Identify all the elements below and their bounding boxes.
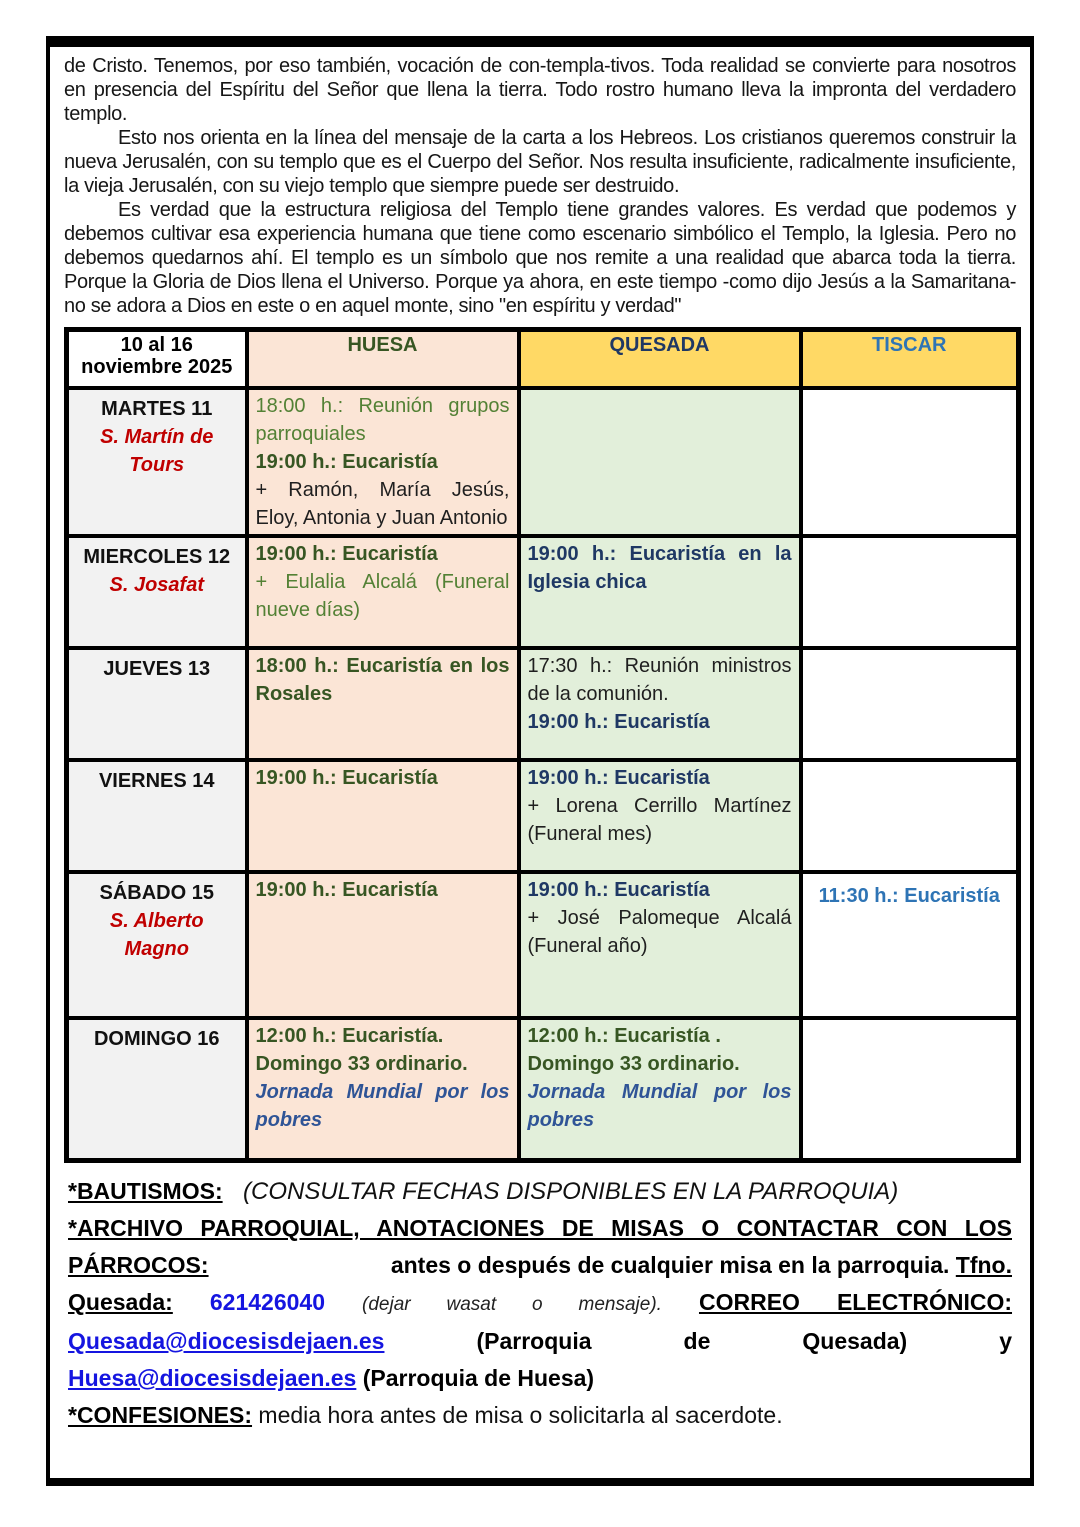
quesada-cell <box>519 536 801 648</box>
quesada-cell <box>519 388 801 536</box>
quesada-cell <box>519 1018 801 1161</box>
day-label: JUEVES 13 <box>103 657 211 680</box>
table-row <box>67 648 1019 760</box>
day-label: MIERCOLES 12 <box>83 545 231 568</box>
quesada-cell <box>519 648 801 760</box>
table-row <box>67 872 1019 1018</box>
date-cell-jueves <box>67 648 247 760</box>
schedule-entry: 19:00 h.: Eucaristía <box>527 878 710 901</box>
huesa-cell <box>247 388 519 536</box>
parrocos-text: antes o después de cualquier misa en la parroquia. <box>390 1252 950 1278</box>
email-link-huesa[interactable]: Huesa@diocesisdejaen.es <box>68 1365 357 1391</box>
intro-paragraph-2: Esto nos orienta en la línea del mensaje de la carta a los Hebreos. Los cristianos queremos construir la nueva Jerusalén, con su templo que es el Cuerpo del Señor. Nos resulta insuficiente, radicalmente insuficiente, la vieja Jerusalén, con su viejo templo que siempre puede ser destruido. <box>64 127 1016 197</box>
phone-number: 621426040 <box>209 1289 325 1315</box>
day-label: MARTES 11 <box>101 397 213 420</box>
schedule-entry: Jornada Mundial por los pobres <box>255 1080 510 1131</box>
intro-paragraph-1: de Cristo. Tenemos, por eso también, vocación de con-templa-tivos. Toda realidad se convierte para nosotros en presencia del Espíritu del Señor que llena la tierra. Todo rostro humano lleva la impronta del verdadero templo. <box>64 55 1016 125</box>
schedule-entry: 17:30 h.: Reunión ministros de la comunión. <box>527 654 792 705</box>
schedule-entry: 19:00 h.: Eucaristía <box>255 450 438 473</box>
schedule-entry: 19:00 h.: Eucaristía en la Iglesia chica <box>527 542 792 593</box>
page-border-frame <box>46 36 1034 1486</box>
huesa-cell <box>247 760 519 872</box>
header-huesa: HUESA <box>247 330 519 388</box>
tiscar-cell <box>801 648 1019 760</box>
tiscar-cell <box>801 872 1019 1018</box>
weekly-schedule-table <box>64 327 1021 1163</box>
huesa-cell <box>247 1018 519 1161</box>
schedule-entry: Domingo 33 ordinario. <box>527 1052 740 1075</box>
bautismos-label: *BAUTISMOS: <box>68 1178 223 1204</box>
table-row <box>67 760 1019 872</box>
phone-note: (dejar wasat o mensaje). <box>362 1294 662 1315</box>
schedule-entry: Domingo 33 ordinario. <box>255 1052 468 1075</box>
tfno-label: Tfno. <box>955 1252 1012 1278</box>
table-row <box>67 536 1019 648</box>
day-label: VIERNES 14 <box>98 769 215 792</box>
note-confesiones <box>68 1397 1012 1434</box>
parrocos-text-wrap <box>391 1247 1012 1284</box>
email-huesa-note: (Parroquia de Huesa) <box>362 1365 595 1391</box>
date-cell-viernes <box>67 760 247 872</box>
header-tiscar: TISCAR <box>801 330 1019 388</box>
table-row <box>67 1018 1019 1161</box>
email-quesada-note: (Parroquia de Quesada) y <box>476 1328 1012 1354</box>
note-telefono <box>68 1284 1012 1323</box>
schedule-entry: 18:00 h.: Reunión grupos parroquiales <box>255 394 510 445</box>
saint-label: S. Josafat <box>109 573 204 596</box>
tiscar-cell <box>801 536 1019 648</box>
schedule-entry: 19:00 h.: Eucaristía <box>527 710 710 733</box>
quesada-label: Quesada: <box>68 1289 173 1315</box>
huesa-cell <box>247 872 519 1018</box>
date-cell-domingo <box>67 1018 247 1161</box>
header-quesada: QUESADA <box>519 330 801 388</box>
schedule-entry: 12:00 h.: Eucaristía. <box>255 1024 444 1047</box>
email-link-quesada[interactable]: Quesada@diocesisdejaen.es <box>68 1328 385 1354</box>
tiscar-cell <box>801 388 1019 536</box>
intro-text-block <box>64 54 1016 318</box>
schedule-entry: + Lorena Cerrillo Martínez (Funeral mes) <box>527 794 792 845</box>
schedule-entry: + José Palomeque Alcalá (Funeral año) <box>527 906 792 957</box>
table-header-row <box>67 330 1019 388</box>
note-archivo-line: *ARCHIVO PARROQUIAL, ANOTACIONES DE MISAS O CONTACTAR CON LOS <box>68 1215 1012 1241</box>
day-label: SÁBADO 15 <box>99 881 214 904</box>
schedule-entry: 19:00 h.: Eucaristía <box>255 542 438 565</box>
note-parrocos <box>68 1247 1012 1284</box>
correo-label: CORREO ELECTRÓNICO: <box>698 1289 1013 1315</box>
date-cell-sabado <box>67 872 247 1018</box>
header-date-range: 10 al 16 noviembre 2025 <box>67 330 247 388</box>
quesada-cell <box>519 872 801 1018</box>
note-email-huesa <box>68 1360 1012 1397</box>
notes-section <box>64 1173 1016 1434</box>
tiscar-cell <box>801 1018 1019 1161</box>
schedule-entry: 12:00 h.: Eucaristía . <box>527 1024 721 1047</box>
tiscar-cell <box>801 760 1019 872</box>
day-label: DOMINGO 16 <box>93 1027 220 1050</box>
huesa-cell <box>247 536 519 648</box>
note-bautismos <box>68 1173 1012 1210</box>
schedule-entry: Jornada Mundial por los pobres <box>527 1080 792 1131</box>
note-email-quesada <box>68 1323 1012 1360</box>
schedule-entry: 18:00 h.: Eucaristía en los Rosales <box>255 654 510 705</box>
schedule-entry: 11:30 h.: Eucaristía <box>818 884 1000 907</box>
quesada-cell <box>519 760 801 872</box>
confesiones-text: media hora antes de misa o solicitarla al sacerdote. <box>258 1402 783 1428</box>
schedule-entry: 19:00 h.: Eucaristía <box>255 766 438 789</box>
schedule-entry: 19:00 h.: Eucaristía <box>527 766 710 789</box>
table-row <box>67 388 1019 536</box>
saint-label: S. Martín de Tours <box>100 425 214 476</box>
saint-label: S. Alberto Magno <box>109 909 204 960</box>
huesa-cell <box>247 648 519 760</box>
schedule-entry: + Ramón, María Jesús, Eloy, Antonia y Juan Antonio <box>255 478 510 529</box>
bautismos-text: (CONSULTAR FECHAS DISPONIBLES EN LA PARROQUIA) <box>243 1178 899 1205</box>
confesiones-label: *CONFESIONES: <box>68 1402 253 1428</box>
schedule-entry: + Eulalia Alcalá (Funeral nueve días) <box>255 570 510 621</box>
parrocos-label: PÁRROCOS: <box>68 1252 209 1278</box>
date-cell-miercoles <box>67 536 247 648</box>
date-cell-martes <box>67 388 247 536</box>
schedule-entry: 19:00 h.: Eucaristía <box>255 878 438 901</box>
intro-paragraph-3: Es verdad que la estructura religiosa del Templo tiene grandes valores. Es verdad que podemos y debemos cultivar esa experiencia humana que tiene como escenario simbólico el Templo, la Iglesia. Pero no debemos quedarnos ahí. El templo es un símbolo que nos remite a una realidad que abarca toda la tierra. Porque la Gloria de Dios llena el Universo. Porque ya ahora, en este tiempo -como dijo Jesús a la Samaritana- no se adora a Dios en este o en aquel monte, sino "en espíritu y verdad" <box>64 199 1016 317</box>
